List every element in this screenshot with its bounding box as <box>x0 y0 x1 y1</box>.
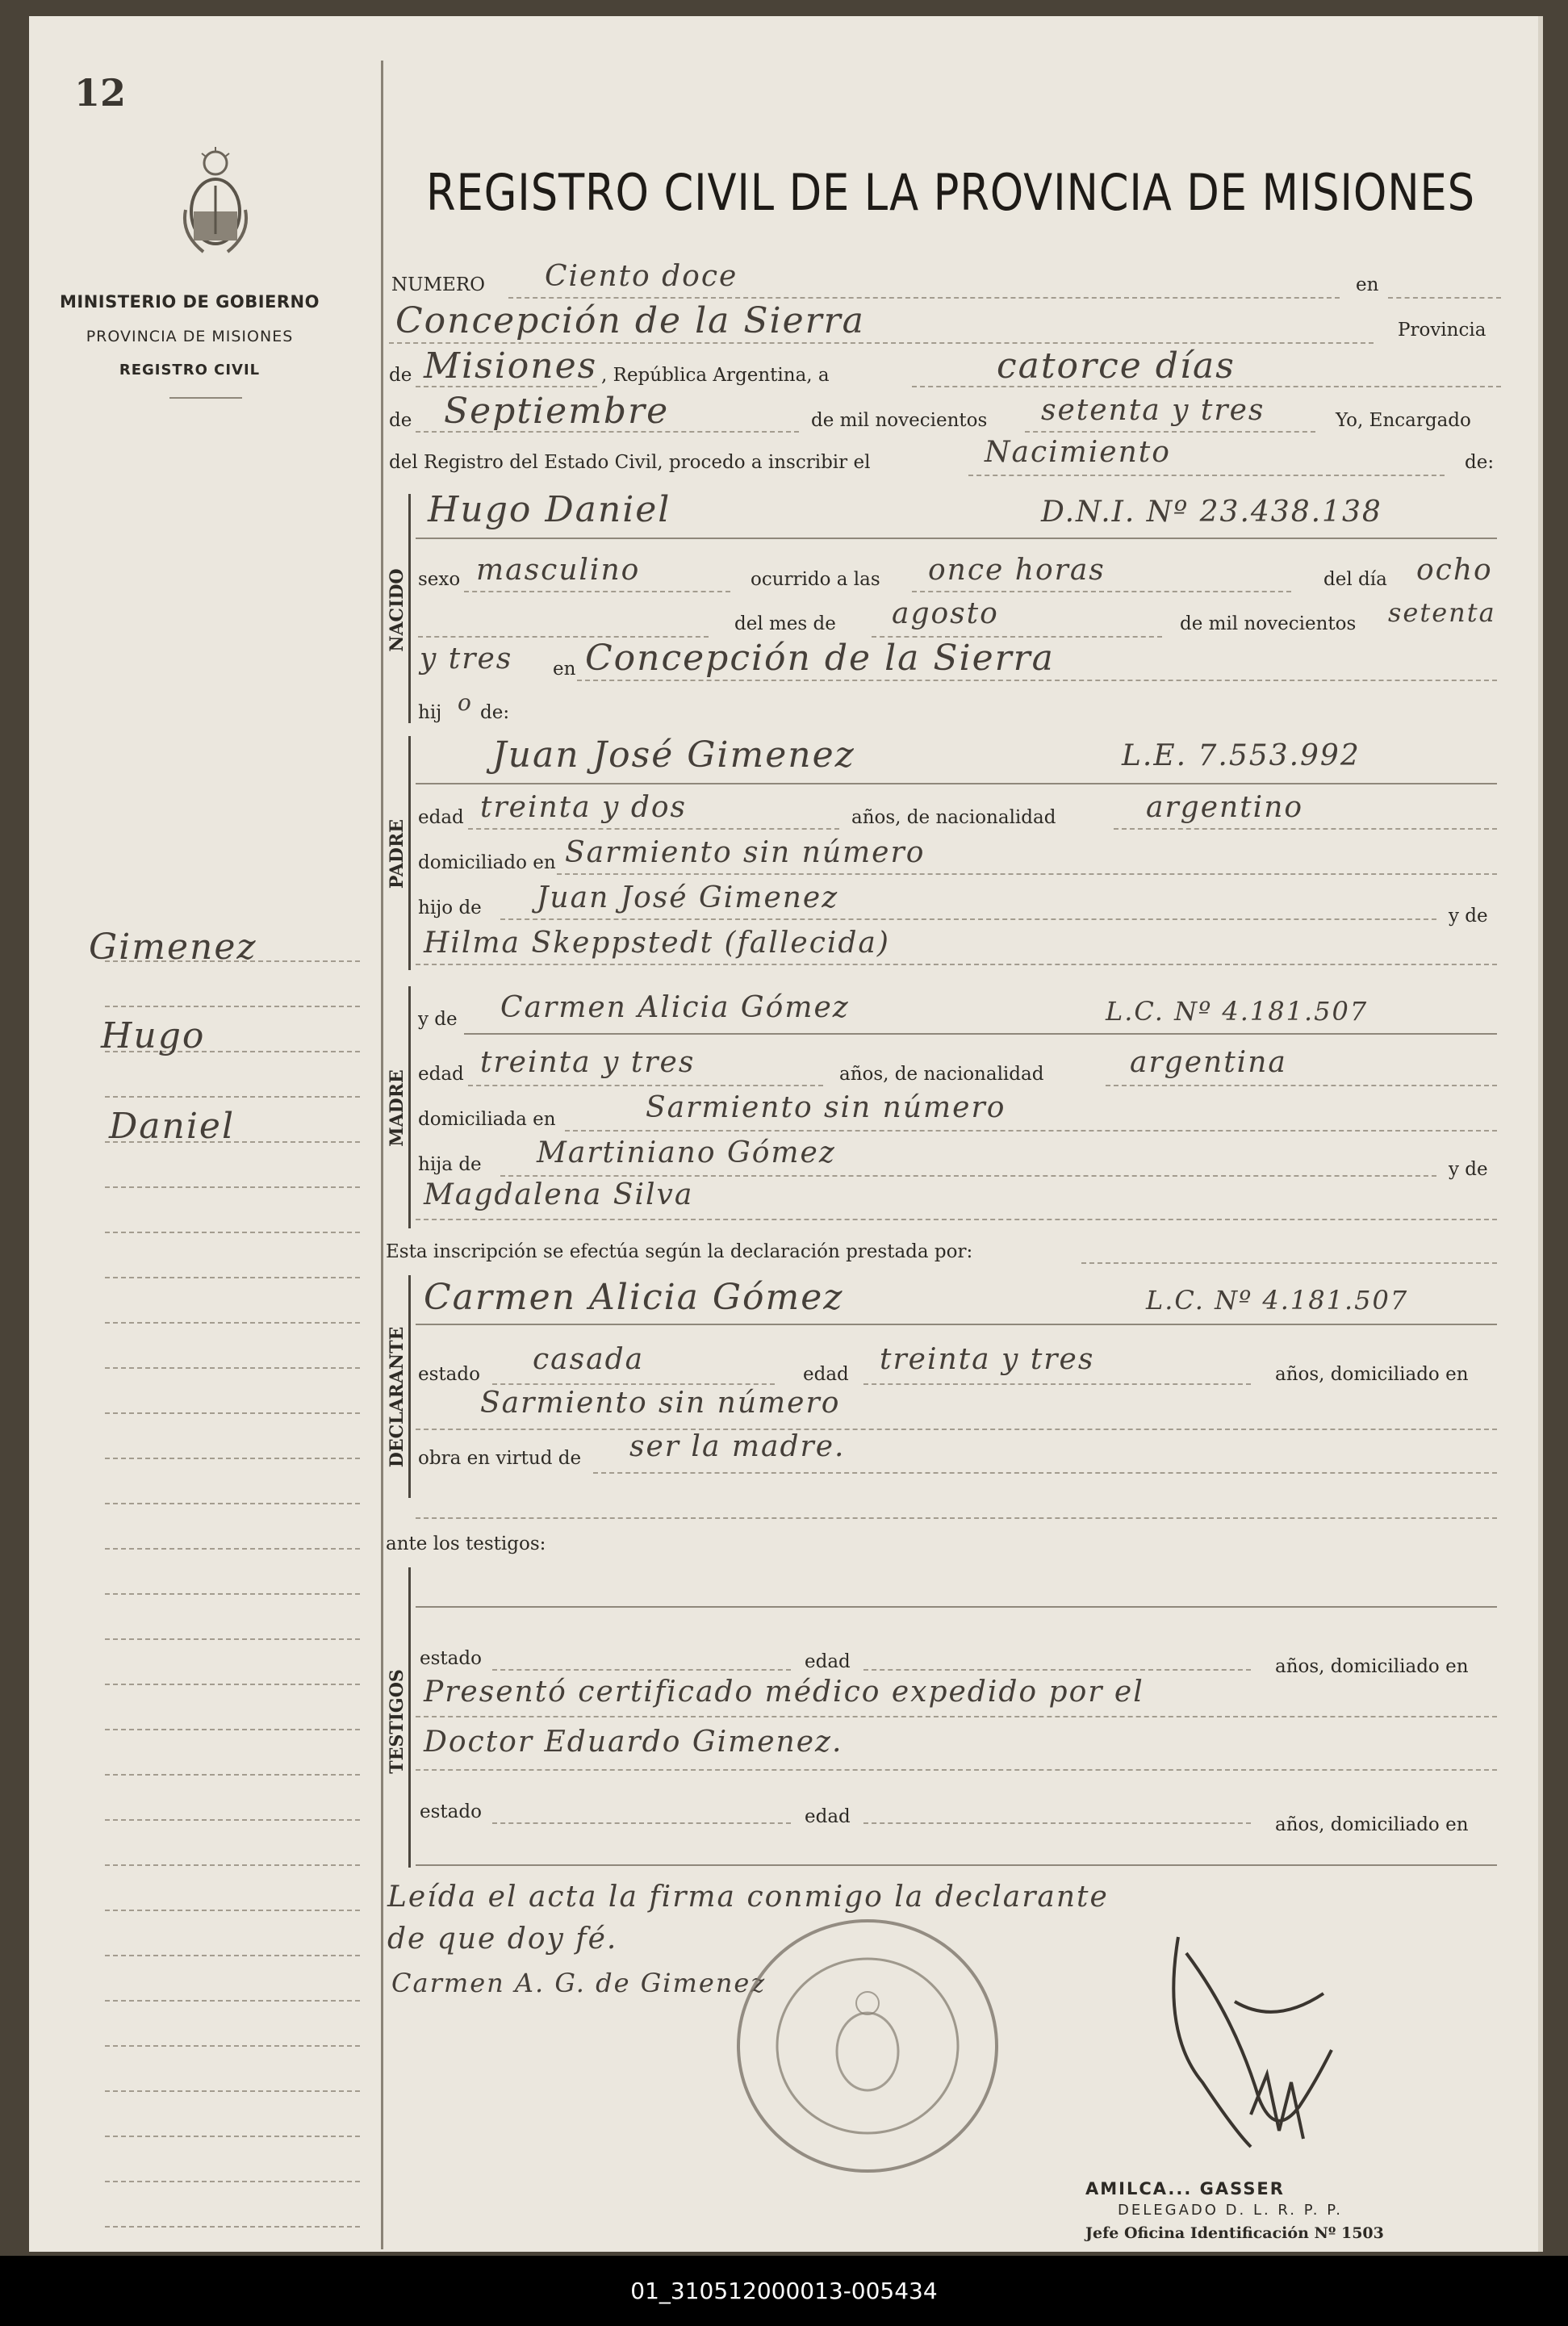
dia-label: del día <box>1323 569 1387 590</box>
anio-label: de mil novecientos <box>1180 613 1357 634</box>
declarant-signature: Carmen A. G. de Gimenez <box>391 1968 767 1998</box>
rule <box>416 783 1497 784</box>
ocurrido-label: ocurrido a las <box>751 569 880 590</box>
rule <box>593 1472 1497 1475</box>
rule <box>968 475 1445 477</box>
margin-ruled-line <box>105 1277 360 1279</box>
rule <box>492 1669 791 1671</box>
lugar-value: Concepción de la Sierra <box>585 638 1055 679</box>
margin-ruled-line <box>105 2226 360 2228</box>
sexo-value: masculino <box>476 554 641 587</box>
nacido-brace <box>408 494 411 723</box>
rule <box>1114 828 1497 830</box>
ministry-rule <box>169 397 242 399</box>
madre-doc: L.C. Nº 4.181.507 <box>1106 996 1369 1027</box>
testigos-estado2-label: estado <box>420 1801 482 1822</box>
province-value: Misiones <box>424 345 598 387</box>
day-value: catorce días <box>997 345 1236 387</box>
padre-doc: L.E. 7.553.992 <box>1122 739 1361 772</box>
hora-value: once horas <box>928 554 1106 587</box>
madre-y-de: y de <box>1449 1159 1488 1180</box>
nacido-label: NACIDO <box>387 568 408 652</box>
madre-dom-label: domiciliada en <box>418 1109 556 1130</box>
rule <box>416 1517 1497 1520</box>
rule <box>416 1716 1497 1718</box>
margin-ruled-line <box>105 2000 360 2002</box>
hijo-label: hij <box>418 702 442 723</box>
dia-value: ocho <box>1416 554 1493 587</box>
madre-madre-value: Magdalena Silva <box>424 1178 694 1211</box>
rule <box>416 1769 1497 1772</box>
rule <box>416 431 799 433</box>
act-value: Nacimiento <box>985 436 1171 469</box>
padre-dom-label: domiciliado en <box>418 852 556 873</box>
margin-ruled-line <box>105 2090 360 2093</box>
republica-text: , República Argentina, a <box>601 365 830 386</box>
margin-vertical-line <box>381 61 383 2249</box>
rule <box>468 828 839 830</box>
page-title: REGISTRO CIVIL DE LA PROVINCIA DE MISIONES <box>426 163 1475 222</box>
hijo-end: de: <box>480 702 510 723</box>
rule <box>416 386 597 388</box>
official-office: Jefe Oficina Identificación Nº 1503 <box>1085 2224 1384 2242</box>
official-role: DELEGADO D. L. R. P. P. <box>1118 2202 1343 2219</box>
rule <box>565 1130 1497 1132</box>
rule <box>389 342 1374 345</box>
ministry-line1: MINISTERIO DE GOBIERNO <box>60 292 320 312</box>
declarante-edad-label: edad <box>803 1364 849 1385</box>
rule <box>557 873 1497 876</box>
madre-label: MADRE <box>387 1069 408 1147</box>
margin-ruled-line <box>105 1367 360 1370</box>
margin-ruled-line <box>105 1774 360 1776</box>
rule <box>500 918 1436 921</box>
madre-hija-label: hija de <box>418 1154 482 1175</box>
rule <box>863 1669 1251 1671</box>
margin-ruled-line <box>105 1232 360 1234</box>
rule <box>416 538 1497 539</box>
testigos-note-line2: Doctor Eduardo Gimenez. <box>424 1726 843 1759</box>
nacido-name: Hugo Daniel <box>428 489 671 530</box>
padre-nac-value: argentino <box>1146 791 1304 824</box>
declarante-edad-value: treinta y tres <box>880 1343 1095 1376</box>
rule <box>416 964 1497 966</box>
declarante-brace <box>408 1275 411 1498</box>
margin-ruled-line <box>105 1548 360 1550</box>
official-signature <box>1114 1905 1372 2163</box>
margin-ruled-line <box>105 1006 360 1008</box>
testigos-anios-label: años, domiciliado en <box>1275 1656 1469 1677</box>
testigos-intro: ante los testigos: <box>386 1533 546 1554</box>
rule <box>508 297 1340 299</box>
registry-seal-stamp <box>730 1913 1005 2179</box>
margin-ruled-line <box>105 1458 360 1460</box>
madre-nac-label: años, de nacionalidad <box>839 1064 1044 1085</box>
margin-ruled-line <box>105 2181 360 2183</box>
rule <box>492 1383 775 1386</box>
margin-ruled-line <box>105 1864 360 1867</box>
margin-ruled-line <box>105 1186 360 1189</box>
declarante-estado-value: casada <box>533 1343 645 1376</box>
madre-edad-value: treinta y tres <box>480 1046 696 1079</box>
obra-label: obra en virtud de <box>418 1448 582 1469</box>
madre-edad-label: edad <box>418 1064 464 1085</box>
margin-ruled-line <box>105 1638 360 1641</box>
declarante-name: Carmen Alicia Gómez <box>424 1277 844 1318</box>
rule <box>468 1085 823 1087</box>
provincia-label: Provincia <box>1398 320 1486 341</box>
padre-edad-label: edad <box>418 807 464 828</box>
rule <box>416 1429 1497 1431</box>
numero-value: Ciento doce <box>545 260 738 293</box>
margin-first-name: Hugo <box>101 1015 206 1056</box>
rule <box>1106 1085 1497 1087</box>
nacido-en-label: en <box>553 659 576 680</box>
testigos-edad-label: edad <box>805 1651 851 1672</box>
declaracion-text: Esta inscripción se efectúa según la declaración prestada por: <box>386 1241 973 1262</box>
rule <box>416 1324 1497 1325</box>
rule <box>416 1219 1497 1221</box>
rule <box>1081 1262 1497 1265</box>
registro-text: del Registro del Estado Civil, procedo a inscribir el <box>389 452 871 473</box>
madre-hija-value: Martiniano Gómez <box>537 1136 836 1169</box>
rule <box>500 1175 1436 1178</box>
madre-nac-value: argentina <box>1130 1046 1287 1079</box>
rule <box>912 591 1291 593</box>
rule <box>863 1822 1251 1825</box>
declarante-estado-label: estado <box>418 1364 480 1385</box>
margin-ruled-line <box>105 1412 360 1415</box>
padre-dom-value: Sarmiento sin número <box>565 836 926 869</box>
madre-name: Carmen Alicia Gómez <box>500 991 850 1024</box>
page-number: 12 <box>74 71 127 115</box>
margin-ruled-line <box>105 1593 360 1596</box>
de-label-2: de <box>389 410 412 431</box>
image-caption: 01_310512000013-005434 <box>0 2256 1568 2326</box>
margin-ruled-line <box>105 1819 360 1822</box>
closing-line1: Leída el acta la firma conmigo la declarante <box>387 1880 1109 1914</box>
anio-value-b: y tres <box>420 642 513 676</box>
rule <box>416 1606 1497 1608</box>
testigos-estado-label: estado <box>420 1648 482 1669</box>
closing-line2: de que doy fé. <box>387 1922 618 1956</box>
margin-second-name: Daniel <box>109 1106 236 1147</box>
ministry-line3: REGISTRO CIVIL <box>119 362 261 379</box>
madre-brace <box>408 986 411 1228</box>
de-label: de <box>389 365 412 386</box>
month-value: Septiembre <box>444 391 670 432</box>
mes-value: agosto <box>892 597 999 630</box>
testigos-brace <box>408 1567 411 1868</box>
rule <box>492 1822 791 1825</box>
margin-ruled-line <box>105 1503 360 1505</box>
testigos-edad2-label: edad <box>805 1806 851 1827</box>
sexo-label: sexo <box>418 569 461 590</box>
padre-label: PADRE <box>387 818 408 889</box>
margin-ruled-line <box>105 1729 360 1731</box>
rule <box>912 386 1501 388</box>
margin-ruled-line <box>105 1322 360 1324</box>
year-text: de mil novecientos <box>811 410 988 431</box>
margin-ruled-line <box>105 2136 360 2138</box>
madre-y-de-label: y de <box>418 1009 458 1030</box>
hijo-suffix: o <box>458 689 473 716</box>
rule <box>464 1033 1497 1035</box>
coat-of-arms-icon <box>179 145 252 258</box>
rule <box>416 1864 1497 1866</box>
testigos-note-line1: Presentó certificado médico expedido por el <box>424 1675 1144 1709</box>
margin-ruled-line <box>105 1910 360 1912</box>
official-name: AMILCA... GASSER <box>1085 2179 1285 2198</box>
padre-name: Juan José Gimenez <box>492 734 855 776</box>
year-value: setenta y tres <box>1041 394 1265 427</box>
testigos-anios2-label: años, domiciliado en <box>1275 1814 1469 1835</box>
numero-label: NUMERO <box>391 274 486 295</box>
place-value: Concepción de la Sierra <box>395 300 865 341</box>
en-label: en <box>1356 274 1379 295</box>
padre-madre-value: Hilma Skeppstedt (fallecida) <box>424 927 890 960</box>
margin-ruled-line <box>105 2045 360 2048</box>
rule <box>1388 297 1501 299</box>
rule <box>577 680 1497 682</box>
testigos-label: TESTIGOS <box>387 1669 408 1774</box>
mes-label: del mes de <box>734 613 836 634</box>
margin-surname: Gimenez <box>89 927 257 968</box>
encargado-text: Yo, Encargado <box>1336 410 1471 431</box>
margin-ruled-line <box>105 1684 360 1686</box>
anio-value-a: setenta <box>1388 597 1496 628</box>
declarante-doc: L.C. Nº 4.181.507 <box>1146 1285 1409 1316</box>
rule <box>1025 431 1315 433</box>
nacido-dni: D.N.I. Nº 23.438.138 <box>1041 496 1382 529</box>
margin-ruled-line <box>105 1955 360 1957</box>
padre-nac-label: años, de nacionalidad <box>851 807 1056 828</box>
rule <box>464 591 730 593</box>
ministry-line2: PROVINCIA DE MISIONES <box>86 328 294 345</box>
declarante-anios-label: años, domiciliado en <box>1275 1364 1469 1385</box>
madre-dom-value: Sarmiento sin número <box>646 1091 1006 1124</box>
padre-y-de: y de <box>1449 906 1488 927</box>
padre-edad-value: treinta y dos <box>480 791 688 824</box>
obra-value: ser la madre. <box>629 1430 846 1463</box>
de-end: de: <box>1465 452 1495 473</box>
padre-hijo-label: hijo de <box>418 897 482 918</box>
declarante-dom-value: Sarmiento sin número <box>480 1387 841 1420</box>
margin-ruled-line <box>105 1096 360 1098</box>
declarante-label: DECLARANTE <box>387 1326 408 1468</box>
rule <box>863 1383 1251 1386</box>
padre-hijo-value: Juan José Gimenez <box>537 881 839 914</box>
padre-brace <box>408 736 411 970</box>
